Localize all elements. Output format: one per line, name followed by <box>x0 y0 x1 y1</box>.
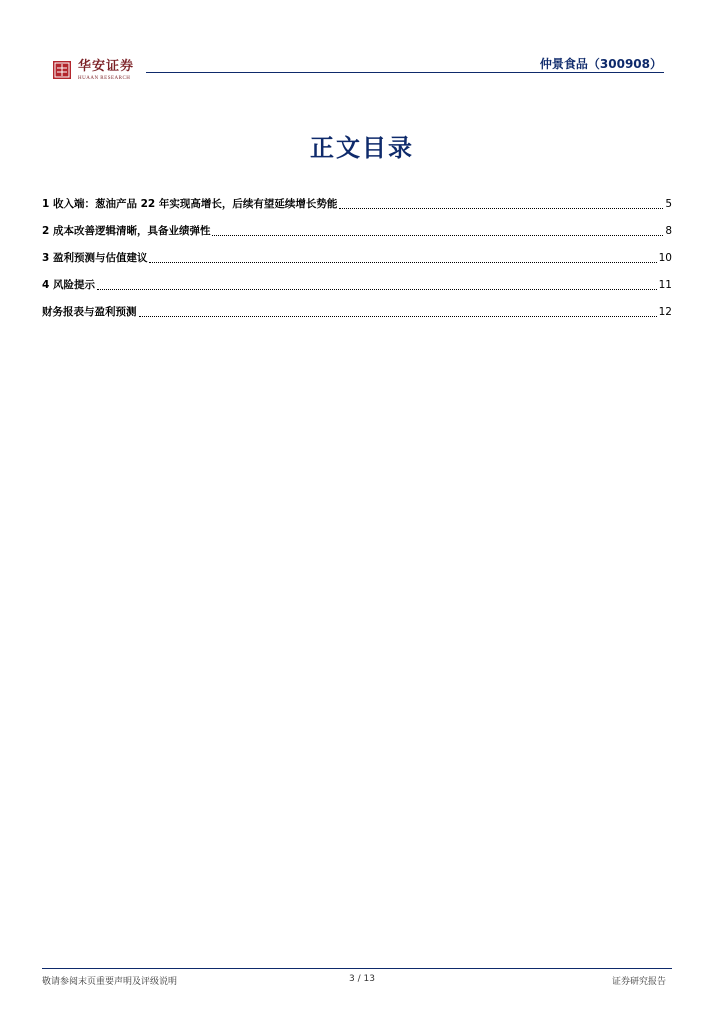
footer-divider <box>42 968 672 969</box>
toc-entry[interactable] <box>42 274 672 292</box>
brand-english-name: HUAAN RESEARCH <box>78 76 131 81</box>
huaan-seal-logo-icon <box>52 60 72 80</box>
toc-entry[interactable] <box>42 247 672 265</box>
toc-entry[interactable] <box>42 301 672 319</box>
toc-page-number: 10 <box>658 252 672 264</box>
table-of-contents <box>42 193 672 328</box>
toc-page-number: 5 <box>665 198 672 210</box>
toc-entry-title: 4 风险提示 <box>42 279 95 291</box>
toc-entry-title: 2 成本改善逻辑清晰，具备业绩弹性 <box>42 225 211 237</box>
page-header <box>0 0 724 90</box>
page-title: 正文目录 <box>310 134 414 162</box>
toc-page-number: 11 <box>658 279 672 291</box>
toc-entry-title: 3 盈利预测与估值建议 <box>42 252 148 264</box>
toc-leader-dots <box>339 198 663 209</box>
page-indicator: 3 / 13 <box>349 974 375 984</box>
header-divider <box>146 72 664 73</box>
toc-entry[interactable] <box>42 193 672 211</box>
toc-leader-dots <box>139 306 657 317</box>
toc-leader-dots <box>149 252 656 263</box>
toc-entry-title: 财务报表与盈利预测 <box>42 306 137 318</box>
company-ticker: 仲景食品（300908） <box>539 57 662 71</box>
brand-name: 华安证券 <box>78 59 135 74</box>
document-type: 证券研究报告 <box>611 977 666 987</box>
footer-disclaimer: 敬请参阅末页重要声明及评级说明 <box>42 977 178 987</box>
toc-leader-dots <box>212 225 663 236</box>
toc-page-number: 12 <box>658 306 672 318</box>
toc-entry-title: 1 收入端：葱油产品 22 年实现高增长，后续有望延续增长势能 <box>42 198 338 210</box>
toc-leader-dots <box>97 279 657 290</box>
toc-page-number: 8 <box>665 225 672 237</box>
toc-entry[interactable] <box>42 220 672 238</box>
